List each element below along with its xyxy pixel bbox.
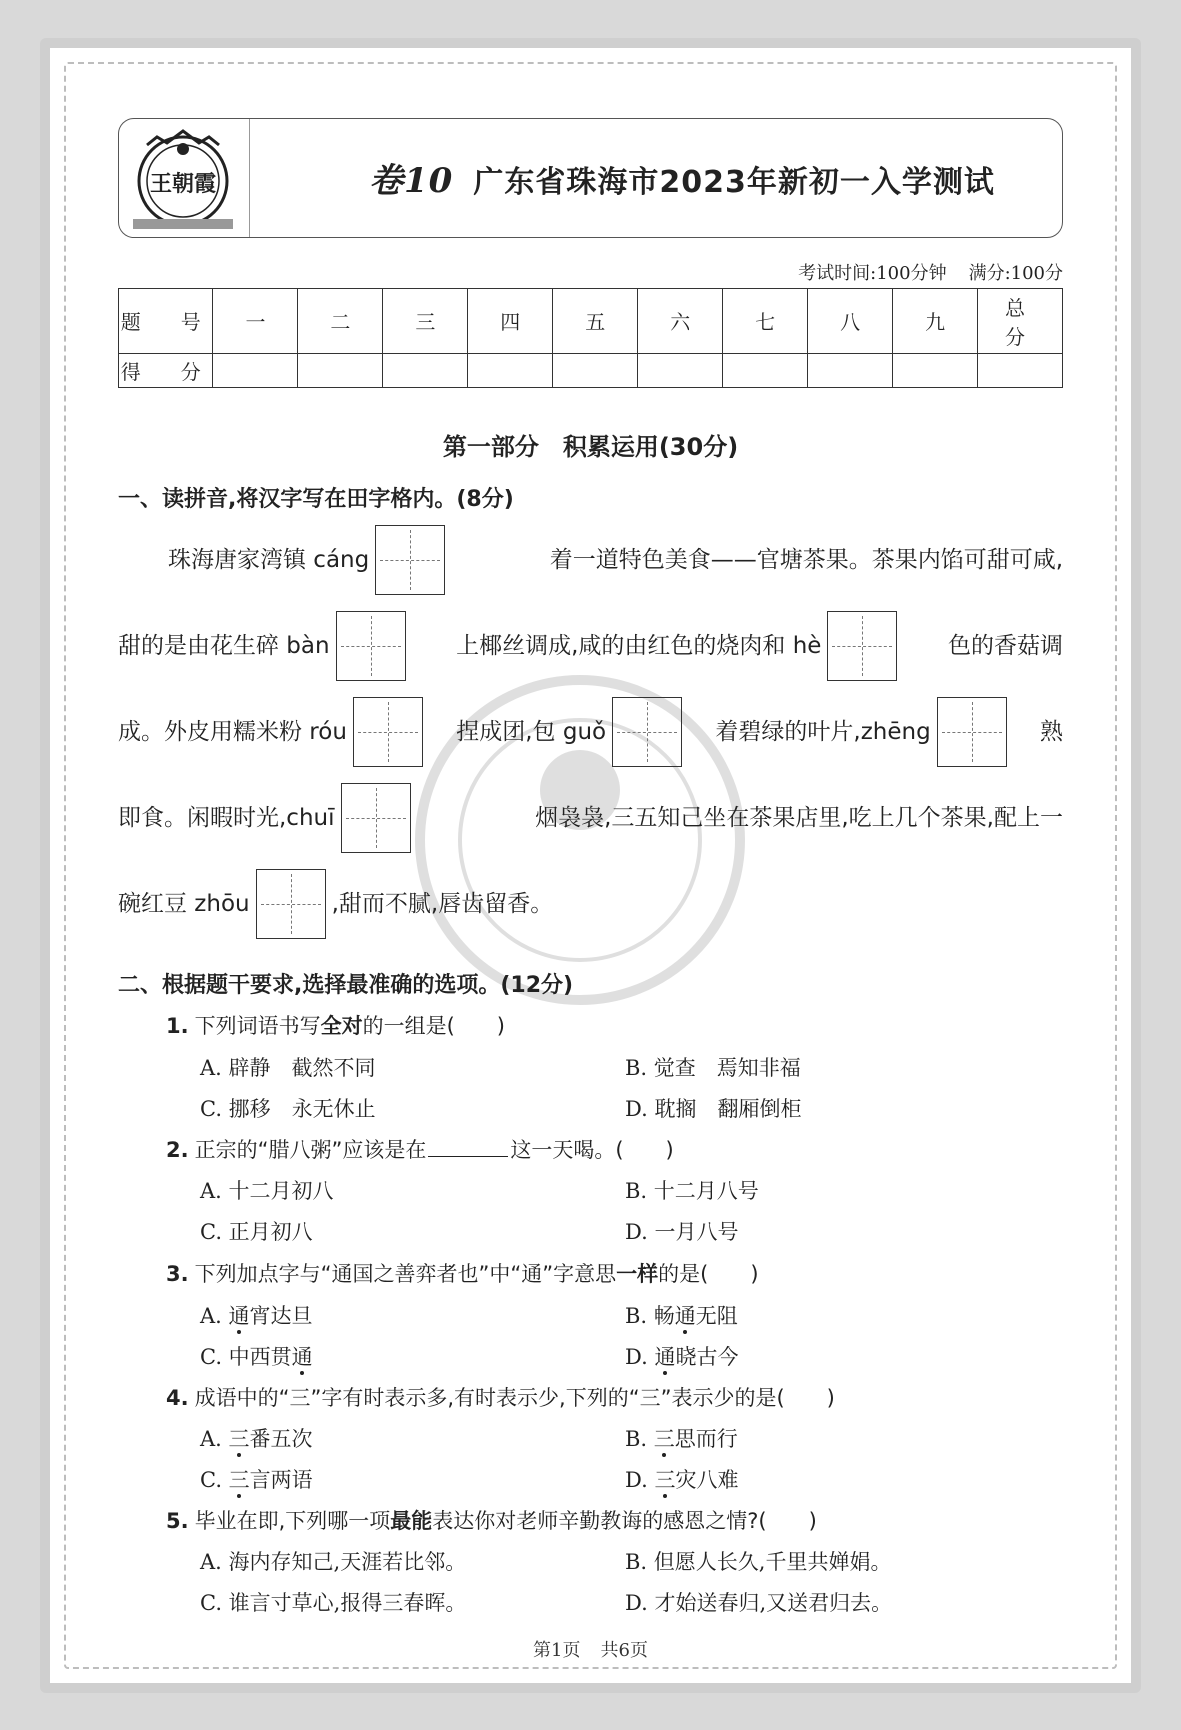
section-1-title: 一、读拼音,将汉字写在田字格内。(8分) [118,487,514,512]
q2-option-c[interactable]: C. 正月初八 [200,1220,313,1244]
table-cell: 一 [213,289,298,354]
q5-option-b[interactable]: B. 但愿人长久,千里共婵娟。 [625,1550,892,1574]
volume-number: 卷10 [369,161,454,201]
pinyin-line-1: 珠海唐家湾镇 cáng 着一道特色美食——官塘茶果。茶果内馅可甜可咸, [118,522,1063,598]
q1-option-d[interactable]: D. 耽搁 翻厢倒柜 [625,1097,802,1121]
writing-grid[interactable] [336,611,406,681]
table-cell: 八 [808,289,893,354]
q3-option-d[interactable]: D. 通晓古今 [625,1345,739,1369]
q4-option-b[interactable]: B. 三思而行 [625,1427,738,1451]
table-cell: 五 [553,289,638,354]
section-2-title: 二、根据题干要求,选择最准确的选项。(12分) [118,973,574,998]
q1-option-c[interactable]: C. 挪移 永无休止 [200,1097,376,1121]
table-cell: 二 [298,289,383,354]
writing-grid[interactable] [341,783,411,853]
table-cell: 六 [638,289,723,354]
question-1: 1. 下列词语书写全对的一组是( ) [166,1014,505,1038]
page-number: 第1页 [533,1640,581,1661]
q1-option-a[interactable]: A. 辟静 截然不同 [200,1056,376,1080]
q2-option-a[interactable]: A. 十二月初八 [200,1179,334,1203]
q5-option-c[interactable]: C. 谁言寸草心,报得三春晖。 [200,1591,467,1615]
header-box [118,118,1063,238]
q4-option-d[interactable]: D. 三灾八难 [625,1468,739,1492]
score-cell[interactable] [808,353,893,387]
q1-option-b[interactable]: B. 觉查 焉知非福 [625,1056,801,1080]
score-table [118,288,1066,388]
writing-grid[interactable] [353,697,423,767]
pinyin-line-2: 甜的是由花生碎 bàn 上椰丝调成,咸的由红色的烧肉和 hè 色的香菇调 [118,608,1063,684]
exam-full-score: 满分:100分 [968,263,1063,284]
score-cell[interactable] [213,353,298,387]
page-footer [0,1636,1181,1662]
score-cell[interactable] [723,353,808,387]
part-title: 第一部分 积累运用(30分) [442,433,739,461]
score-cell[interactable] [893,353,978,387]
exam-info [776,259,1063,285]
q4-option-c[interactable]: C. 三言两语 [200,1468,313,1492]
svg-text:王朝霞: 王朝霞 [149,171,217,197]
score-cell[interactable] [468,353,553,387]
pinyin-line-4: 即食。闲暇时光,chuī 烟袅袅,三五知己坐在茶果店里,吃上几个茶果,配上一 [118,780,1063,856]
table-cell: 四 [468,289,553,354]
score-table-score-row [119,353,1063,387]
q2-option-d[interactable]: D. 一月八号 [625,1220,739,1244]
q3-option-b[interactable]: B. 畅通无阻 [625,1304,738,1328]
score-cell[interactable] [298,353,383,387]
question-5: 5. 毕业在即,下列哪一项最能表达你对老师辛勤教诲的感恩之情?( ) [166,1509,817,1533]
logo-seal [127,125,239,231]
answer-blank[interactable] [428,1138,508,1157]
q5-option-a[interactable]: A. 海内存知己,天涯若比邻。 [200,1550,467,1574]
exam-title: 卷10 广东省珠海市2023年新初一入学测试 [369,161,995,201]
table-cell: 三 [383,289,468,354]
table-cell: 题 号 [119,289,213,354]
exam-time: 考试时间:100分钟 [798,263,947,284]
pinyin-line-3: 成。外皮用糯米粉 róu 捏成团,包 guǒ 着碧绿的叶片,zhēng 熟 [118,694,1063,770]
table-cell: 得 分 [119,353,213,387]
writing-grid[interactable] [375,525,445,595]
score-table-header-row [119,289,1063,354]
score-cell[interactable] [553,353,638,387]
question-4: 4. 成语中的“三”字有时表示多,有时表示少,下列的“三”表示少的是( ) [166,1386,835,1410]
writing-grid[interactable] [827,611,897,681]
q5-option-d[interactable]: D. 才始送春归,又送君归去。 [625,1591,893,1615]
writing-grid[interactable] [937,697,1007,767]
table-cell: 九 [893,289,978,354]
score-cell[interactable] [978,353,1063,387]
writing-grid[interactable] [256,869,326,939]
writing-grid[interactable] [612,697,682,767]
score-cell[interactable] [638,353,723,387]
table-cell: 总 分 [978,289,1063,354]
question-2: 2. 正宗的“腊八粥”应该是在 这一天喝。( ) [166,1138,674,1162]
q3-option-c[interactable]: C. 中西贯通 [200,1345,313,1369]
score-cell[interactable] [383,353,468,387]
q2-option-b[interactable]: B. 十二月八号 [625,1179,759,1203]
q4-option-a[interactable]: A. 三番五次 [200,1427,313,1451]
page-total: 共6页 [600,1640,648,1661]
pinyin-line-5: 碗红豆 zhōu ,甜而不腻,唇齿留香。 [118,866,1063,942]
table-cell: 七 [723,289,808,354]
question-3: 3. 下列加点字与“通国之善弈者也”中“通”字意思一样的是( ) [166,1262,759,1286]
q3-option-a[interactable]: A. 通宵达旦 [200,1304,313,1328]
